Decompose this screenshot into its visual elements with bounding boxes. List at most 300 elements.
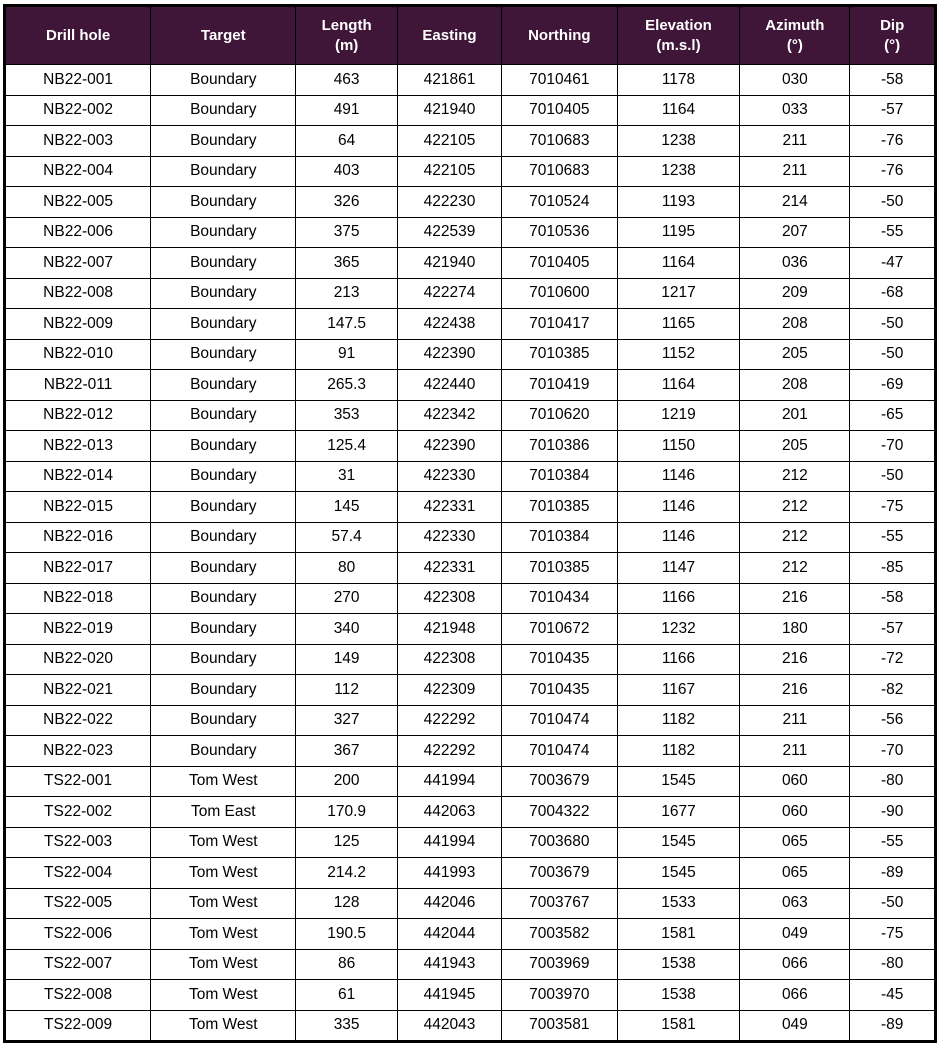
cell-target: Boundary — [151, 431, 296, 462]
cell-easting: 441994 — [397, 827, 501, 858]
table-row — [5, 187, 936, 218]
table-row — [5, 583, 936, 614]
cell-northing: 7010620 — [502, 400, 617, 431]
table-row — [5, 644, 936, 675]
cell-easting: 442063 — [397, 797, 501, 828]
table-row — [5, 522, 936, 553]
cell-northing: 7010600 — [502, 278, 617, 309]
cell-length-m: 112 — [296, 675, 397, 706]
table-row — [5, 309, 936, 340]
drill-hole-collar-table-container — [3, 4, 937, 1043]
cell-dip-deg: -50 — [850, 309, 936, 340]
cell-easting: 441993 — [397, 858, 501, 889]
cell-length-m: 213 — [296, 278, 397, 309]
cell-length-m: 200 — [296, 766, 397, 797]
cell-drill-hole: TS22-008 — [5, 980, 151, 1011]
cell-drill-hole: TS22-003 — [5, 827, 151, 858]
cell-target: Boundary — [151, 95, 296, 126]
cell-dip-deg: -80 — [850, 766, 936, 797]
cell-dip-deg: -70 — [850, 431, 936, 462]
cell-elevation-msl: 1178 — [617, 65, 740, 96]
cell-target: Boundary — [151, 400, 296, 431]
cell-easting: 441994 — [397, 766, 501, 797]
cell-drill-hole: TS22-006 — [5, 919, 151, 950]
cell-azimuth-deg: 216 — [740, 583, 850, 614]
cell-length-m: 57.4 — [296, 522, 397, 553]
cell-easting: 441945 — [397, 980, 501, 1011]
table-row — [5, 492, 936, 523]
cell-northing: 7010405 — [502, 248, 617, 279]
cell-length-m: 367 — [296, 736, 397, 767]
cell-drill-hole: TS22-002 — [5, 797, 151, 828]
cell-easting: 422308 — [397, 644, 501, 675]
table-row — [5, 95, 936, 126]
cell-drill-hole: NB22-005 — [5, 187, 151, 218]
table-header — [5, 6, 936, 65]
cell-drill-hole: TS22-005 — [5, 888, 151, 919]
cell-easting: 422230 — [397, 187, 501, 218]
cell-target: Boundary — [151, 736, 296, 767]
cell-northing: 7010672 — [502, 614, 617, 645]
cell-azimuth-deg: 209 — [740, 278, 850, 309]
cell-azimuth-deg: 066 — [740, 980, 850, 1011]
cell-easting: 422331 — [397, 553, 501, 584]
drill-hole-collar-table — [3, 4, 937, 1043]
cell-easting: 422390 — [397, 431, 501, 462]
cell-elevation-msl: 1238 — [617, 126, 740, 157]
cell-northing: 7010474 — [502, 736, 617, 767]
cell-target: Boundary — [151, 187, 296, 218]
cell-target: Boundary — [151, 65, 296, 96]
cell-azimuth-deg: 049 — [740, 1010, 850, 1042]
cell-length-m: 463 — [296, 65, 397, 96]
cell-dip-deg: -55 — [850, 217, 936, 248]
column-header-target: Target — [151, 6, 296, 65]
cell-length-m: 326 — [296, 187, 397, 218]
cell-northing: 7003679 — [502, 858, 617, 889]
cell-drill-hole: NB22-016 — [5, 522, 151, 553]
cell-elevation-msl: 1150 — [617, 431, 740, 462]
table-row — [5, 675, 936, 706]
cell-dip-deg: -47 — [850, 248, 936, 279]
cell-northing: 7010417 — [502, 309, 617, 340]
cell-length-m: 125.4 — [296, 431, 397, 462]
cell-target: Tom West — [151, 1010, 296, 1042]
cell-elevation-msl: 1146 — [617, 522, 740, 553]
cell-azimuth-deg: 214 — [740, 187, 850, 218]
cell-target: Boundary — [151, 339, 296, 370]
cell-elevation-msl: 1533 — [617, 888, 740, 919]
cell-drill-hole: NB22-012 — [5, 400, 151, 431]
cell-dip-deg: -75 — [850, 492, 936, 523]
table-row — [5, 705, 936, 736]
cell-azimuth-deg: 212 — [740, 492, 850, 523]
cell-elevation-msl: 1677 — [617, 797, 740, 828]
cell-elevation-msl: 1146 — [617, 492, 740, 523]
cell-azimuth-deg: 212 — [740, 553, 850, 584]
cell-easting: 422330 — [397, 522, 501, 553]
table-row — [5, 248, 936, 279]
cell-easting: 421940 — [397, 95, 501, 126]
cell-drill-hole: NB22-009 — [5, 309, 151, 340]
cell-length-m: 491 — [296, 95, 397, 126]
cell-easting: 442046 — [397, 888, 501, 919]
cell-length-m: 340 — [296, 614, 397, 645]
cell-elevation-msl: 1581 — [617, 919, 740, 950]
cell-elevation-msl: 1182 — [617, 736, 740, 767]
cell-target: Boundary — [151, 492, 296, 523]
cell-length-m: 91 — [296, 339, 397, 370]
cell-dip-deg: -57 — [850, 95, 936, 126]
cell-target: Boundary — [151, 583, 296, 614]
cell-easting: 442043 — [397, 1010, 501, 1042]
table-row — [5, 278, 936, 309]
column-header-elevation-msl: Elevation (m.s.l) — [617, 6, 740, 65]
cell-dip-deg: -57 — [850, 614, 936, 645]
column-header-length-m: Length (m) — [296, 6, 397, 65]
cell-drill-hole: NB22-002 — [5, 95, 151, 126]
table-row — [5, 461, 936, 492]
cell-easting: 422105 — [397, 126, 501, 157]
cell-target: Tom West — [151, 949, 296, 980]
cell-length-m: 31 — [296, 461, 397, 492]
cell-drill-hole: NB22-007 — [5, 248, 151, 279]
cell-elevation-msl: 1217 — [617, 278, 740, 309]
cell-length-m: 61 — [296, 980, 397, 1011]
cell-azimuth-deg: 216 — [740, 644, 850, 675]
cell-azimuth-deg: 207 — [740, 217, 850, 248]
column-header-northing: Northing — [502, 6, 617, 65]
cell-northing: 7003680 — [502, 827, 617, 858]
cell-northing: 7010384 — [502, 461, 617, 492]
cell-length-m: 80 — [296, 553, 397, 584]
table-row — [5, 919, 936, 950]
cell-dip-deg: -76 — [850, 156, 936, 187]
cell-northing: 7010474 — [502, 705, 617, 736]
table-row — [5, 827, 936, 858]
cell-northing: 7010536 — [502, 217, 617, 248]
cell-target: Boundary — [151, 370, 296, 401]
table-body — [5, 65, 936, 1042]
cell-target: Boundary — [151, 553, 296, 584]
cell-drill-hole: NB22-018 — [5, 583, 151, 614]
cell-azimuth-deg: 066 — [740, 949, 850, 980]
cell-dip-deg: -90 — [850, 797, 936, 828]
cell-dip-deg: -70 — [850, 736, 936, 767]
cell-northing: 7004322 — [502, 797, 617, 828]
column-header-azimuth-deg: Azimuth (°) — [740, 6, 850, 65]
cell-azimuth-deg: 180 — [740, 614, 850, 645]
cell-easting: 422438 — [397, 309, 501, 340]
cell-easting: 422440 — [397, 370, 501, 401]
cell-elevation-msl: 1166 — [617, 644, 740, 675]
column-header-easting: Easting — [397, 6, 501, 65]
cell-elevation-msl: 1147 — [617, 553, 740, 584]
cell-elevation-msl: 1195 — [617, 217, 740, 248]
cell-easting: 422390 — [397, 339, 501, 370]
cell-drill-hole: NB22-019 — [5, 614, 151, 645]
cell-target: Boundary — [151, 156, 296, 187]
table-row — [5, 156, 936, 187]
table-row — [5, 888, 936, 919]
cell-drill-hole: NB22-010 — [5, 339, 151, 370]
cell-easting: 422274 — [397, 278, 501, 309]
cell-azimuth-deg: 208 — [740, 370, 850, 401]
cell-drill-hole: NB22-014 — [5, 461, 151, 492]
cell-elevation-msl: 1167 — [617, 675, 740, 706]
cell-elevation-msl: 1164 — [617, 370, 740, 401]
cell-target: Boundary — [151, 675, 296, 706]
cell-drill-hole: NB22-021 — [5, 675, 151, 706]
cell-target: Tom East — [151, 797, 296, 828]
cell-northing: 7010385 — [502, 492, 617, 523]
cell-easting: 442044 — [397, 919, 501, 950]
cell-length-m: 403 — [296, 156, 397, 187]
cell-drill-hole: NB22-008 — [5, 278, 151, 309]
cell-length-m: 86 — [296, 949, 397, 980]
cell-dip-deg: -89 — [850, 858, 936, 889]
cell-azimuth-deg: 208 — [740, 309, 850, 340]
cell-target: Boundary — [151, 126, 296, 157]
cell-azimuth-deg: 212 — [740, 461, 850, 492]
cell-dip-deg: -69 — [850, 370, 936, 401]
cell-length-m: 149 — [296, 644, 397, 675]
cell-northing: 7010434 — [502, 583, 617, 614]
cell-azimuth-deg: 036 — [740, 248, 850, 279]
cell-northing: 7003970 — [502, 980, 617, 1011]
cell-length-m: 214.2 — [296, 858, 397, 889]
cell-azimuth-deg: 033 — [740, 95, 850, 126]
table-row — [5, 400, 936, 431]
cell-easting: 422539 — [397, 217, 501, 248]
cell-azimuth-deg: 211 — [740, 126, 850, 157]
cell-elevation-msl: 1164 — [617, 248, 740, 279]
cell-target: Boundary — [151, 461, 296, 492]
cell-azimuth-deg: 049 — [740, 919, 850, 950]
cell-northing: 7010683 — [502, 126, 617, 157]
cell-dip-deg: -80 — [850, 949, 936, 980]
cell-azimuth-deg: 205 — [740, 431, 850, 462]
cell-dip-deg: -55 — [850, 522, 936, 553]
cell-azimuth-deg: 205 — [740, 339, 850, 370]
cell-easting: 422330 — [397, 461, 501, 492]
cell-target: Boundary — [151, 522, 296, 553]
cell-dip-deg: -82 — [850, 675, 936, 706]
table-row — [5, 949, 936, 980]
cell-dip-deg: -50 — [850, 187, 936, 218]
cell-dip-deg: -55 — [850, 827, 936, 858]
cell-easting: 441943 — [397, 949, 501, 980]
cell-drill-hole: NB22-004 — [5, 156, 151, 187]
cell-target: Tom West — [151, 980, 296, 1011]
cell-northing: 7010683 — [502, 156, 617, 187]
cell-dip-deg: -56 — [850, 705, 936, 736]
cell-target: Tom West — [151, 919, 296, 950]
cell-elevation-msl: 1538 — [617, 949, 740, 980]
cell-elevation-msl: 1581 — [617, 1010, 740, 1042]
cell-target: Boundary — [151, 278, 296, 309]
cell-dip-deg: -65 — [850, 400, 936, 431]
cell-northing: 7010385 — [502, 553, 617, 584]
cell-length-m: 365 — [296, 248, 397, 279]
cell-drill-hole: NB22-001 — [5, 65, 151, 96]
cell-azimuth-deg: 065 — [740, 827, 850, 858]
cell-drill-hole: NB22-003 — [5, 126, 151, 157]
cell-easting: 422331 — [397, 492, 501, 523]
cell-northing: 7003581 — [502, 1010, 617, 1042]
cell-target: Tom West — [151, 888, 296, 919]
table-row — [5, 553, 936, 584]
cell-easting: 422105 — [397, 156, 501, 187]
cell-azimuth-deg: 211 — [740, 705, 850, 736]
table-row — [5, 1010, 936, 1042]
table-row — [5, 339, 936, 370]
cell-target: Boundary — [151, 217, 296, 248]
cell-northing: 7003582 — [502, 919, 617, 950]
cell-elevation-msl: 1219 — [617, 400, 740, 431]
cell-dip-deg: -68 — [850, 278, 936, 309]
cell-easting: 421861 — [397, 65, 501, 96]
cell-easting: 421940 — [397, 248, 501, 279]
cell-northing: 7010385 — [502, 339, 617, 370]
cell-drill-hole: NB22-023 — [5, 736, 151, 767]
cell-dip-deg: -45 — [850, 980, 936, 1011]
column-header-dip-deg: Dip (°) — [850, 6, 936, 65]
cell-northing: 7010419 — [502, 370, 617, 401]
cell-northing: 7010384 — [502, 522, 617, 553]
cell-length-m: 353 — [296, 400, 397, 431]
table-row — [5, 370, 936, 401]
cell-target: Tom West — [151, 766, 296, 797]
cell-length-m: 170.9 — [296, 797, 397, 828]
cell-target: Tom West — [151, 858, 296, 889]
cell-elevation-msl: 1146 — [617, 461, 740, 492]
table-row — [5, 431, 936, 462]
cell-length-m: 125 — [296, 827, 397, 858]
cell-azimuth-deg: 212 — [740, 522, 850, 553]
cell-dip-deg: -75 — [850, 919, 936, 950]
cell-azimuth-deg: 201 — [740, 400, 850, 431]
cell-drill-hole: TS22-001 — [5, 766, 151, 797]
cell-target: Boundary — [151, 705, 296, 736]
cell-dip-deg: -58 — [850, 583, 936, 614]
cell-dip-deg: -76 — [850, 126, 936, 157]
cell-northing: 7010461 — [502, 65, 617, 96]
cell-dip-deg: -50 — [850, 461, 936, 492]
cell-dip-deg: -58 — [850, 65, 936, 96]
cell-northing: 7003679 — [502, 766, 617, 797]
cell-elevation-msl: 1538 — [617, 980, 740, 1011]
table-row — [5, 65, 936, 96]
cell-target: Boundary — [151, 248, 296, 279]
cell-easting: 422342 — [397, 400, 501, 431]
cell-drill-hole: NB22-006 — [5, 217, 151, 248]
table-row — [5, 614, 936, 645]
table-row — [5, 858, 936, 889]
cell-elevation-msl: 1193 — [617, 187, 740, 218]
cell-northing: 7003767 — [502, 888, 617, 919]
cell-drill-hole: NB22-011 — [5, 370, 151, 401]
cell-elevation-msl: 1164 — [617, 95, 740, 126]
cell-elevation-msl: 1238 — [617, 156, 740, 187]
column-header-drill-hole: Drill hole — [5, 6, 151, 65]
cell-easting: 421948 — [397, 614, 501, 645]
cell-elevation-msl: 1545 — [617, 827, 740, 858]
cell-length-m: 265.3 — [296, 370, 397, 401]
cell-azimuth-deg: 065 — [740, 858, 850, 889]
cell-azimuth-deg: 211 — [740, 736, 850, 767]
cell-elevation-msl: 1166 — [617, 583, 740, 614]
cell-azimuth-deg: 060 — [740, 797, 850, 828]
cell-azimuth-deg: 216 — [740, 675, 850, 706]
cell-drill-hole: NB22-020 — [5, 644, 151, 675]
cell-elevation-msl: 1545 — [617, 766, 740, 797]
cell-elevation-msl: 1182 — [617, 705, 740, 736]
table-row — [5, 126, 936, 157]
cell-easting: 422292 — [397, 705, 501, 736]
table-row — [5, 766, 936, 797]
cell-dip-deg: -72 — [850, 644, 936, 675]
cell-target: Boundary — [151, 644, 296, 675]
cell-drill-hole: NB22-015 — [5, 492, 151, 523]
table-row — [5, 217, 936, 248]
cell-dip-deg: -50 — [850, 888, 936, 919]
cell-elevation-msl: 1545 — [617, 858, 740, 889]
cell-target: Boundary — [151, 614, 296, 645]
cell-azimuth-deg: 060 — [740, 766, 850, 797]
cell-length-m: 335 — [296, 1010, 397, 1042]
cell-drill-hole: NB22-013 — [5, 431, 151, 462]
cell-elevation-msl: 1232 — [617, 614, 740, 645]
table-row — [5, 736, 936, 767]
cell-length-m: 270 — [296, 583, 397, 614]
cell-length-m: 64 — [296, 126, 397, 157]
cell-drill-hole: TS22-007 — [5, 949, 151, 980]
cell-azimuth-deg: 211 — [740, 156, 850, 187]
cell-dip-deg: -89 — [850, 1010, 936, 1042]
cell-northing: 7010435 — [502, 644, 617, 675]
table-row — [5, 980, 936, 1011]
cell-length-m: 327 — [296, 705, 397, 736]
cell-northing: 7010405 — [502, 95, 617, 126]
cell-elevation-msl: 1152 — [617, 339, 740, 370]
cell-northing: 7010435 — [502, 675, 617, 706]
table-row — [5, 797, 936, 828]
cell-target: Tom West — [151, 827, 296, 858]
cell-drill-hole: TS22-004 — [5, 858, 151, 889]
cell-northing: 7003969 — [502, 949, 617, 980]
cell-dip-deg: -50 — [850, 339, 936, 370]
cell-length-m: 190.5 — [296, 919, 397, 950]
cell-easting: 422292 — [397, 736, 501, 767]
cell-length-m: 145 — [296, 492, 397, 523]
cell-easting: 422308 — [397, 583, 501, 614]
cell-azimuth-deg: 063 — [740, 888, 850, 919]
cell-length-m: 128 — [296, 888, 397, 919]
cell-northing: 7010386 — [502, 431, 617, 462]
cell-elevation-msl: 1165 — [617, 309, 740, 340]
table-header-row — [5, 6, 936, 65]
cell-dip-deg: -85 — [850, 553, 936, 584]
cell-drill-hole: NB22-017 — [5, 553, 151, 584]
cell-northing: 7010524 — [502, 187, 617, 218]
cell-easting: 422309 — [397, 675, 501, 706]
cell-drill-hole: TS22-009 — [5, 1010, 151, 1042]
cell-length-m: 375 — [296, 217, 397, 248]
cell-target: Boundary — [151, 309, 296, 340]
cell-azimuth-deg: 030 — [740, 65, 850, 96]
cell-drill-hole: NB22-022 — [5, 705, 151, 736]
